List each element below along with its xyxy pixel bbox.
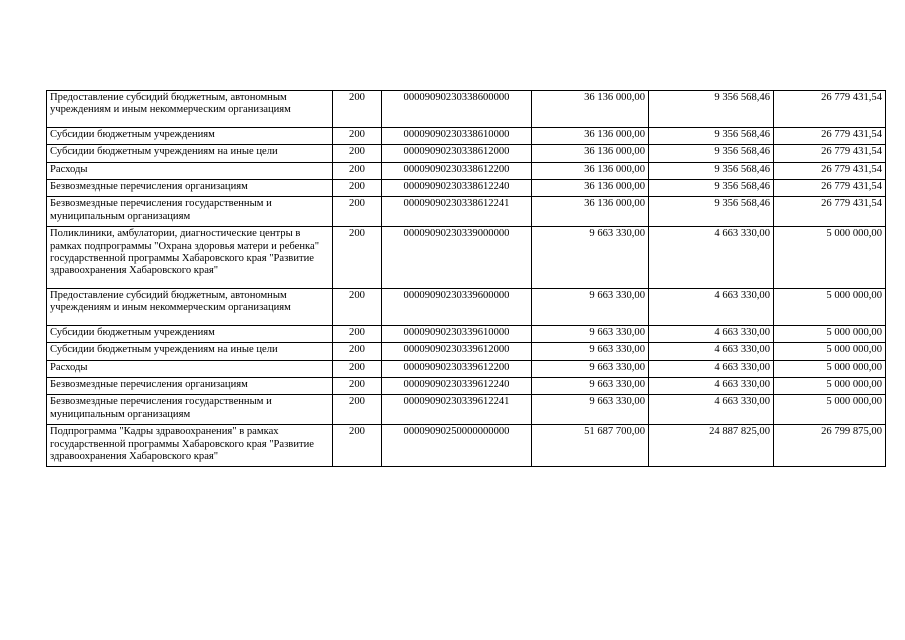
table-row [47,145,886,162]
approved-amount-cell: 9 663 330,00 [532,227,649,289]
remaining-amount-cell: 26 779 431,54 [774,162,886,179]
approved-amount-cell: 36 136 000,00 [532,162,649,179]
budget-classification-code-cell: 00009090230338610000 [382,127,532,144]
executed-amount-cell: 4 663 330,00 [649,343,774,360]
approved-amount-cell: 9 663 330,00 [532,377,649,394]
budget-classification-code-cell: 00009090230338612241 [382,197,532,227]
expense-name-cell: Безвозмездные перечисления государственным и муниципальным организациям [47,395,333,425]
table-row [47,127,886,144]
table-row [47,343,886,360]
table-row [47,288,886,325]
executed-amount-cell: 4 663 330,00 [649,288,774,325]
remaining-amount-cell: 26 799 875,00 [774,425,886,467]
budget-classification-code-cell: 00009090230339612240 [382,377,532,394]
line-code-cell: 200 [333,288,382,325]
line-code-cell: 200 [333,395,382,425]
budget-classification-code-cell: 00009090230338612000 [382,145,532,162]
remaining-amount-cell: 5 000 000,00 [774,227,886,289]
approved-amount-cell: 9 663 330,00 [532,325,649,342]
line-code-cell: 200 [333,145,382,162]
table-row [47,425,886,467]
line-code-cell: 200 [333,325,382,342]
line-code-cell: 200 [333,197,382,227]
executed-amount-cell: 4 663 330,00 [649,360,774,377]
executed-amount-cell: 24 887 825,00 [649,425,774,467]
table-row [47,180,886,197]
approved-amount-cell: 9 663 330,00 [532,343,649,360]
budget-table-page [46,90,886,467]
expense-name-cell: Субсидии бюджетным учреждениям [47,325,333,342]
approved-amount-cell: 36 136 000,00 [532,145,649,162]
budget-classification-code-cell: 00009090230339000000 [382,227,532,289]
budget-classification-code-cell: 00009090230339612000 [382,343,532,360]
line-code-cell: 200 [333,425,382,467]
budget-classification-code-cell: 00009090230338612240 [382,180,532,197]
remaining-amount-cell: 26 779 431,54 [774,180,886,197]
line-code-cell: 200 [333,343,382,360]
table-row [47,325,886,342]
line-code-cell: 200 [333,360,382,377]
approved-amount-cell: 51 687 700,00 [532,425,649,467]
remaining-amount-cell: 26 779 431,54 [774,197,886,227]
approved-amount-cell: 9 663 330,00 [532,288,649,325]
table-row [47,91,886,128]
table-body [47,91,886,467]
approved-amount-cell: 9 663 330,00 [532,360,649,377]
table-row [47,162,886,179]
executed-amount-cell: 9 356 568,46 [649,162,774,179]
executed-amount-cell: 9 356 568,46 [649,127,774,144]
expense-name-cell: Безвозмездные перечисления организациям [47,180,333,197]
expense-name-cell: Безвозмездные перечисления государственным и муниципальным организациям [47,197,333,227]
remaining-amount-cell: 26 779 431,54 [774,145,886,162]
budget-classification-code-cell: 00009090230339610000 [382,325,532,342]
expense-name-cell: Субсидии бюджетным учреждениям [47,127,333,144]
executed-amount-cell: 9 356 568,46 [649,91,774,128]
approved-amount-cell: 36 136 000,00 [532,91,649,128]
table-row [47,395,886,425]
table-row [47,227,886,289]
executed-amount-cell: 4 663 330,00 [649,227,774,289]
executed-amount-cell: 4 663 330,00 [649,377,774,394]
remaining-amount-cell: 5 000 000,00 [774,377,886,394]
expense-name-cell: Предоставление субсидий бюджетным, автономным учреждениям и иным некоммерческим организациям [47,288,333,325]
line-code-cell: 200 [333,127,382,144]
approved-amount-cell: 36 136 000,00 [532,127,649,144]
line-code-cell: 200 [333,377,382,394]
executed-amount-cell: 4 663 330,00 [649,395,774,425]
expense-name-cell: Поликлиники, амбулатории, диагностические центры в рамках подпрограммы "Охрана здоровья матери и ребенка" государственной программы Хабаровского края "Развитие здравоохранения Хабаровского края" [47,227,333,289]
expense-name-cell: Расходы [47,162,333,179]
budget-execution-table [46,90,886,467]
approved-amount-cell: 36 136 000,00 [532,197,649,227]
table-row [47,197,886,227]
executed-amount-cell: 9 356 568,46 [649,180,774,197]
approved-amount-cell: 36 136 000,00 [532,180,649,197]
line-code-cell: 200 [333,180,382,197]
line-code-cell: 200 [333,91,382,128]
table-row [47,377,886,394]
line-code-cell: 200 [333,227,382,289]
expense-name-cell: Безвозмездные перечисления организациям [47,377,333,394]
remaining-amount-cell: 26 779 431,54 [774,91,886,128]
budget-classification-code-cell: 00009090230339612241 [382,395,532,425]
expense-name-cell: Субсидии бюджетным учреждениям на иные цели [47,145,333,162]
approved-amount-cell: 9 663 330,00 [532,395,649,425]
expense-name-cell: Подпрограмма "Кадры здравоохранения" в рамках государственной программы Хабаровского края "Развитие здравоохранения Хабаровского края" [47,425,333,467]
remaining-amount-cell: 5 000 000,00 [774,395,886,425]
budget-classification-code-cell: 00009090250000000000 [382,425,532,467]
budget-classification-code-cell: 00009090230338612200 [382,162,532,179]
remaining-amount-cell: 26 779 431,54 [774,127,886,144]
expense-name-cell: Предоставление субсидий бюджетным, автономным учреждениям и иным некоммерческим организациям [47,91,333,128]
expense-name-cell: Субсидии бюджетным учреждениям на иные цели [47,343,333,360]
expense-name-cell: Расходы [47,360,333,377]
executed-amount-cell: 9 356 568,46 [649,197,774,227]
remaining-amount-cell: 5 000 000,00 [774,288,886,325]
remaining-amount-cell: 5 000 000,00 [774,360,886,377]
budget-classification-code-cell: 00009090230339600000 [382,288,532,325]
table-row [47,360,886,377]
budget-classification-code-cell: 00009090230338600000 [382,91,532,128]
budget-classification-code-cell: 00009090230339612200 [382,360,532,377]
executed-amount-cell: 4 663 330,00 [649,325,774,342]
remaining-amount-cell: 5 000 000,00 [774,325,886,342]
executed-amount-cell: 9 356 568,46 [649,145,774,162]
remaining-amount-cell: 5 000 000,00 [774,343,886,360]
line-code-cell: 200 [333,162,382,179]
